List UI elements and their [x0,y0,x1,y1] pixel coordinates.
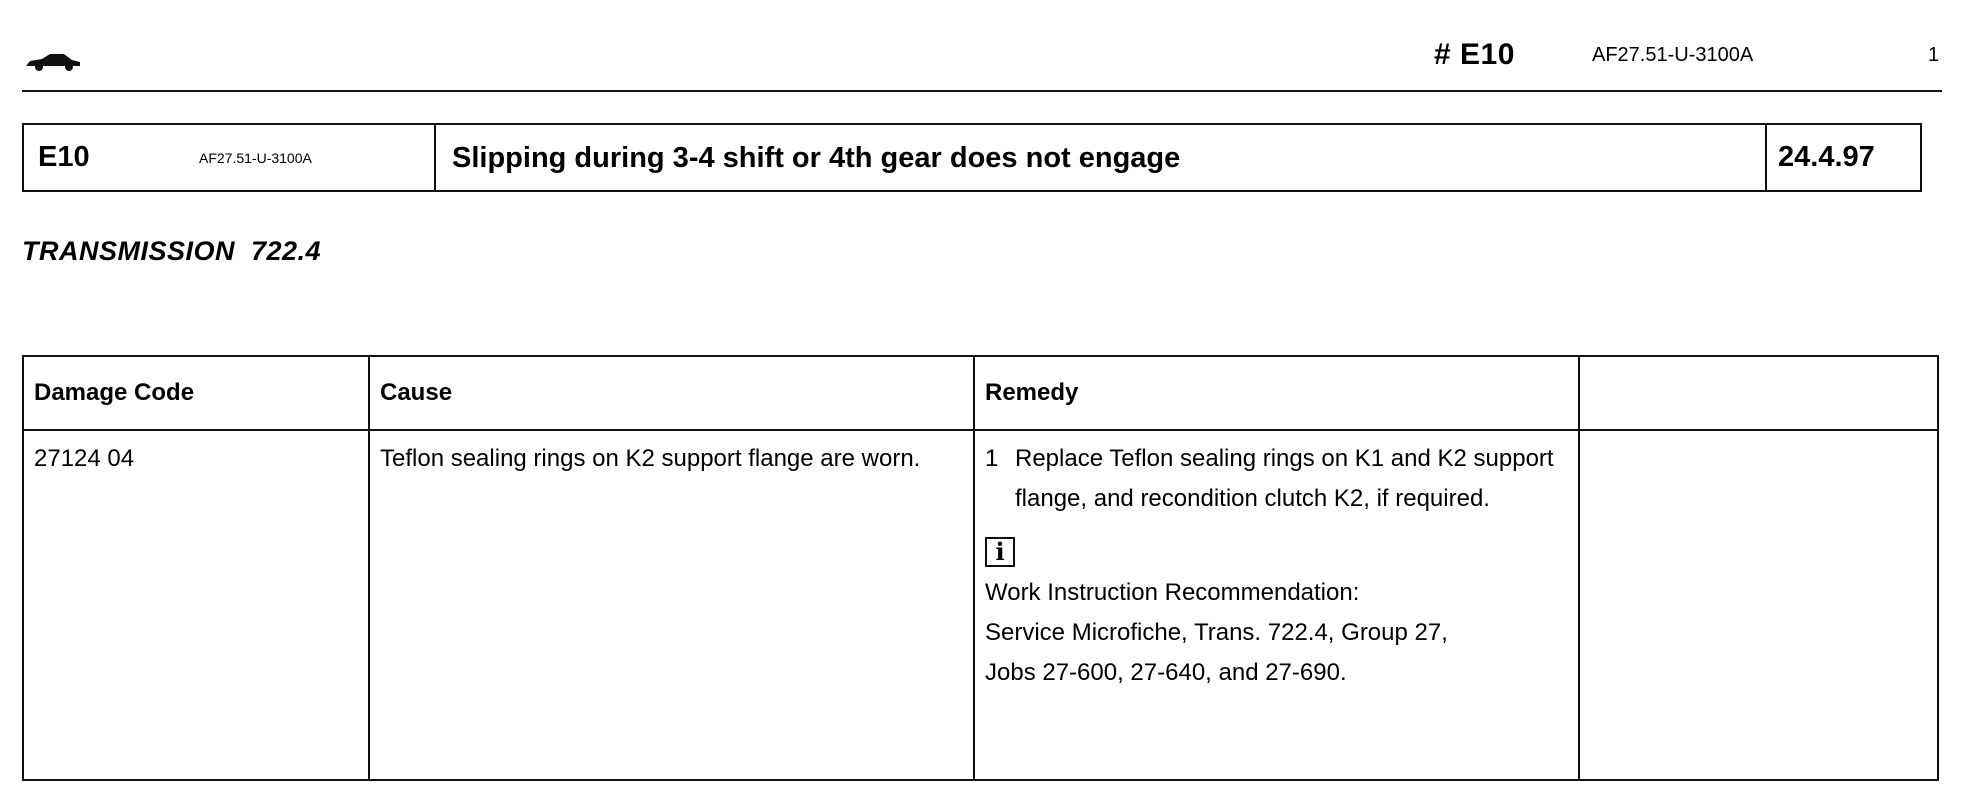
section-heading: TRANSMISSION 722.4 [22,236,322,266]
work-instruction-line: Service Microfiche, Trans. 722.4, Group 27, [985,619,1448,646]
info-icon: i [985,537,1015,567]
document-date: 24.4.97 [1778,141,1875,173]
remedy-step [985,439,1568,519]
damage-table [22,355,1939,781]
title-box-divider [1765,125,1767,190]
title-box [22,123,1922,192]
title-box-divider [434,125,436,190]
cell-damage-code: 27124 04 [23,430,369,780]
document-title: Slipping during 3-4 shift or 4th gear does not engage [452,142,1181,174]
work-instruction [985,573,1568,693]
table-row [23,430,1938,780]
page-number: 1 [1928,44,1940,66]
column-header-extra [1579,356,1938,430]
title-box-document-number: AF27.51-U-3100A [199,150,312,166]
remedy-step-number: 1 [985,445,999,472]
column-header-damage-code: Damage Code [23,356,369,430]
car-icon [24,50,82,72]
table-header-row [23,356,1938,430]
header-document-number: AF27.51-U-3100A [1592,44,1754,66]
column-header-cause: Cause [369,356,974,430]
cell-extra [1579,430,1938,780]
remedy-step-text: Replace Teflon sealing rings on K1 and K2 support flange, and recondition clutch K2, if required. [1015,445,1554,512]
cell-cause: Teflon sealing rings on K2 support flange are worn. [369,430,974,780]
title-box-code: E10 [38,141,90,173]
page-header [22,30,1942,92]
header-damage-code: # E10 [1434,38,1515,71]
work-instruction-line: Jobs 27-600, 27-640, and 27-690. [985,659,1347,686]
cell-remedy [974,430,1579,780]
work-instruction-line: Work Instruction Recommendation: [985,579,1360,606]
column-header-remedy: Remedy [974,356,1579,430]
